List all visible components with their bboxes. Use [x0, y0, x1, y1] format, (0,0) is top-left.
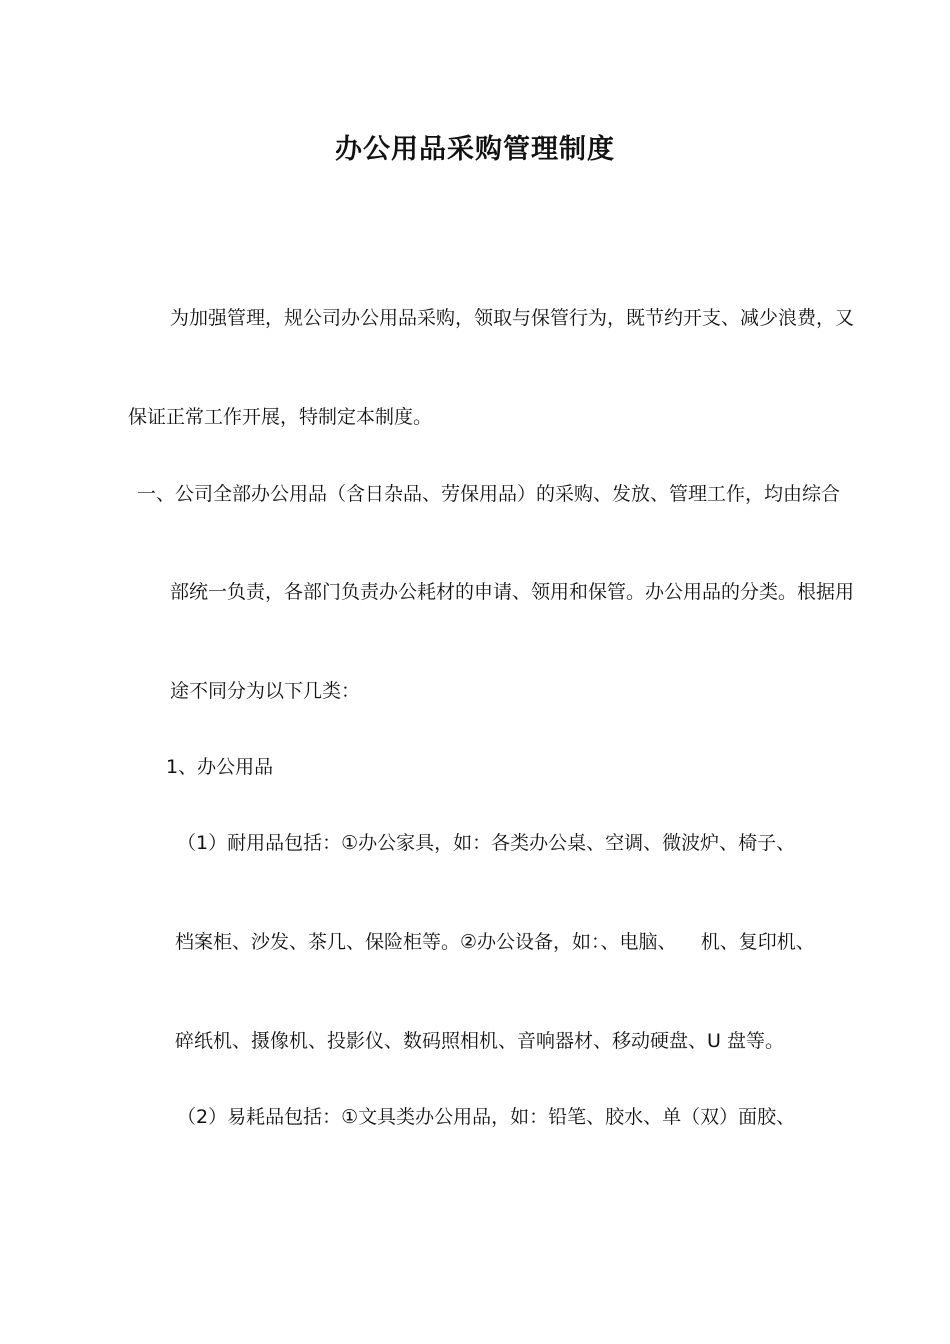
paragraph-line: 保证正常工作开展，特制定本制度。: [128, 406, 433, 428]
paragraph-line: 为加强管理，规公司办公用品采购，领取与保管行为，既节约开支、减少浪费，又: [170, 307, 855, 329]
section-heading: 1、办公用品: [166, 756, 274, 778]
paragraph-line: （2）易耗品包括：①文具类办公用品，如：铅笔、胶水、单（双）面胶、: [177, 1106, 796, 1128]
paragraph-line: 一、公司全部办公用品（含日杂品、劳保用品）的采购、发放、管理工作，均由综合: [137, 483, 841, 505]
paragraph-line: 碎纸机、摄像机、投影仪、数码照相机、音响器材、移动硬盘、U 盘等。: [175, 1030, 784, 1052]
paragraph-line: 途不同分为以下几类：: [170, 680, 361, 702]
paragraph-line: 部统一负责，各部门负责办公耗材的申请、领用和保管。办公用品的分类。根据用: [170, 581, 855, 603]
page-title: 办公用品采购管理制度: [335, 134, 615, 165]
paragraph-line: 档案柜、沙发、茶几、保险柜等。②办公设备，如：、电脑、 机、复印机、: [175, 931, 815, 953]
paragraph-line: （1）耐用品包括：①办公家具，如：各类办公桌、空调、微波炉、椅子、: [177, 832, 796, 854]
